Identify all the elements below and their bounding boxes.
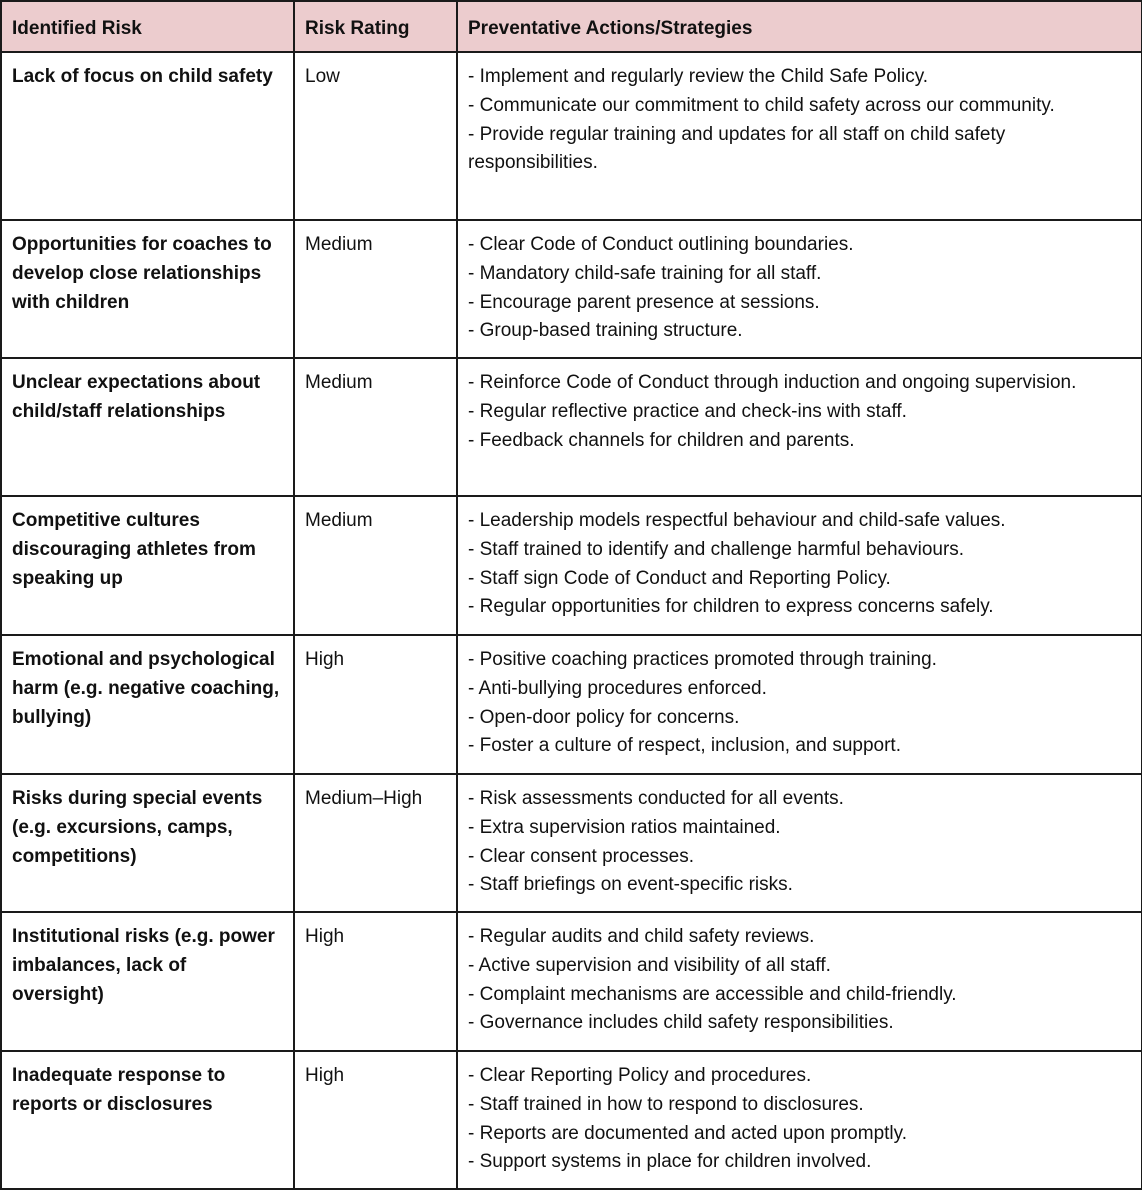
risk-rating-cell: Medium: [294, 358, 457, 496]
risk-rating-cell: High: [294, 1051, 457, 1189]
table-header: [1, 1, 1142, 52]
identified-risk-cell: Institutional risks (e.g. power imbalances, lack of oversight): [1, 912, 294, 1051]
action-item: - Regular opportunities for children to express concerns safely.: [468, 596, 994, 618]
action-item: - Clear Code of Conduct outlining boundaries.: [468, 234, 854, 255]
table-row: [1, 496, 1142, 635]
table-row: [1, 52, 1142, 220]
preventative-actions-cell: [457, 1051, 1142, 1189]
header-risk-rating: Risk Rating: [294, 1, 457, 52]
table-row: [1, 220, 1142, 358]
action-item: - Group-based training structure.: [468, 320, 743, 342]
preventative-actions-cell: [457, 635, 1142, 774]
preventative-actions-cell: [457, 358, 1142, 496]
action-item: - Complaint mechanisms are accessible and child-friendly.: [468, 983, 957, 1005]
action-item: - Staff briefings on event-specific risks.: [468, 874, 793, 896]
risk-rating-cell: Medium: [294, 496, 457, 635]
risk-rating-cell: Medium–High: [294, 774, 457, 912]
identified-risk-cell: Unclear expectations about child/staff relationships: [1, 358, 294, 496]
action-item: - Staff sign Code of Conduct and Reporting Policy.: [468, 567, 891, 589]
action-item: - Positive coaching practices promoted through training.: [468, 649, 937, 670]
action-item: - Regular reflective practice and check-ins with staff.: [468, 400, 907, 422]
header-preventative-actions: Preventative Actions/Strategies: [457, 1, 1142, 52]
action-item: - Clear Reporting Policy and procedures.: [468, 1065, 812, 1086]
action-item: - Anti-bullying procedures enforced.: [468, 677, 767, 699]
identified-risk-cell: Competitive cultures discouraging athletes from speaking up: [1, 496, 294, 635]
identified-risk-cell: Inadequate response to reports or disclosures: [1, 1051, 294, 1189]
action-item: - Extra supervision ratios maintained.: [468, 816, 781, 838]
action-item: - Risk assessments conducted for all events.: [468, 788, 844, 809]
action-item: - Active supervision and visibility of all staff.: [468, 954, 831, 976]
table-row: [1, 358, 1142, 496]
preventative-actions-cell: [457, 912, 1142, 1051]
action-item: - Leadership models respectful behaviour and child-safe values.: [468, 510, 1006, 531]
action-item: - Communicate our commitment to child safety across our community.: [468, 94, 1055, 116]
risk-rating-cell: High: [294, 635, 457, 774]
preventative-actions-cell: [457, 774, 1142, 912]
action-item: - Implement and regularly review the Child Safe Policy.: [468, 66, 929, 87]
action-item: - Staff trained in how to respond to disclosures.: [468, 1093, 864, 1115]
action-item: - Staff trained to identify and challenge harmful behaviours.: [468, 538, 965, 560]
action-item: - Governance includes child safety responsibilities.: [468, 1012, 894, 1034]
identified-risk-cell: Risks during special events (e.g. excursions, camps, competitions): [1, 774, 294, 912]
header-row: [1, 1, 1142, 52]
action-item: - Open-door policy for concerns.: [468, 706, 740, 728]
table-row: [1, 635, 1142, 774]
identified-risk-cell: Opportunities for coaches to develop close relationships with children: [1, 220, 294, 358]
action-item: - Feedback channels for children and parents.: [468, 429, 855, 451]
table-row: [1, 774, 1142, 912]
action-item: - Mandatory child-safe training for all staff.: [468, 262, 822, 284]
risk-rating-cell: Low: [294, 52, 457, 220]
action-item: - Reinforce Code of Conduct through induction and ongoing supervision.: [468, 372, 1077, 393]
table-row: [1, 1051, 1142, 1189]
preventative-actions-cell: [457, 220, 1142, 358]
action-item: - Reports are documented and acted upon promptly.: [468, 1122, 908, 1144]
action-item: - Support systems in place for children involved.: [468, 1151, 872, 1173]
action-item: - Clear consent processes.: [468, 845, 694, 867]
action-item: - Provide regular training and updates for all staff on child safety responsibilities.: [468, 123, 1006, 174]
preventative-actions-cell: [457, 496, 1142, 635]
action-item: - Foster a culture of respect, inclusion, and support.: [468, 735, 901, 757]
action-item: - Encourage parent presence at sessions.: [468, 291, 820, 313]
risk-rating-cell: Medium: [294, 220, 457, 358]
table-body: [1, 52, 1142, 1189]
table-row: [1, 912, 1142, 1051]
identified-risk-cell: Lack of focus on child safety: [1, 52, 294, 220]
action-item: - Regular audits and child safety reviews.: [468, 926, 815, 947]
identified-risk-cell: Emotional and psychological harm (e.g. negative coaching, bullying): [1, 635, 294, 774]
preventative-actions-cell: [457, 52, 1142, 220]
header-identified-risk: Identified Risk: [1, 1, 294, 52]
risk-rating-cell: High: [294, 912, 457, 1051]
